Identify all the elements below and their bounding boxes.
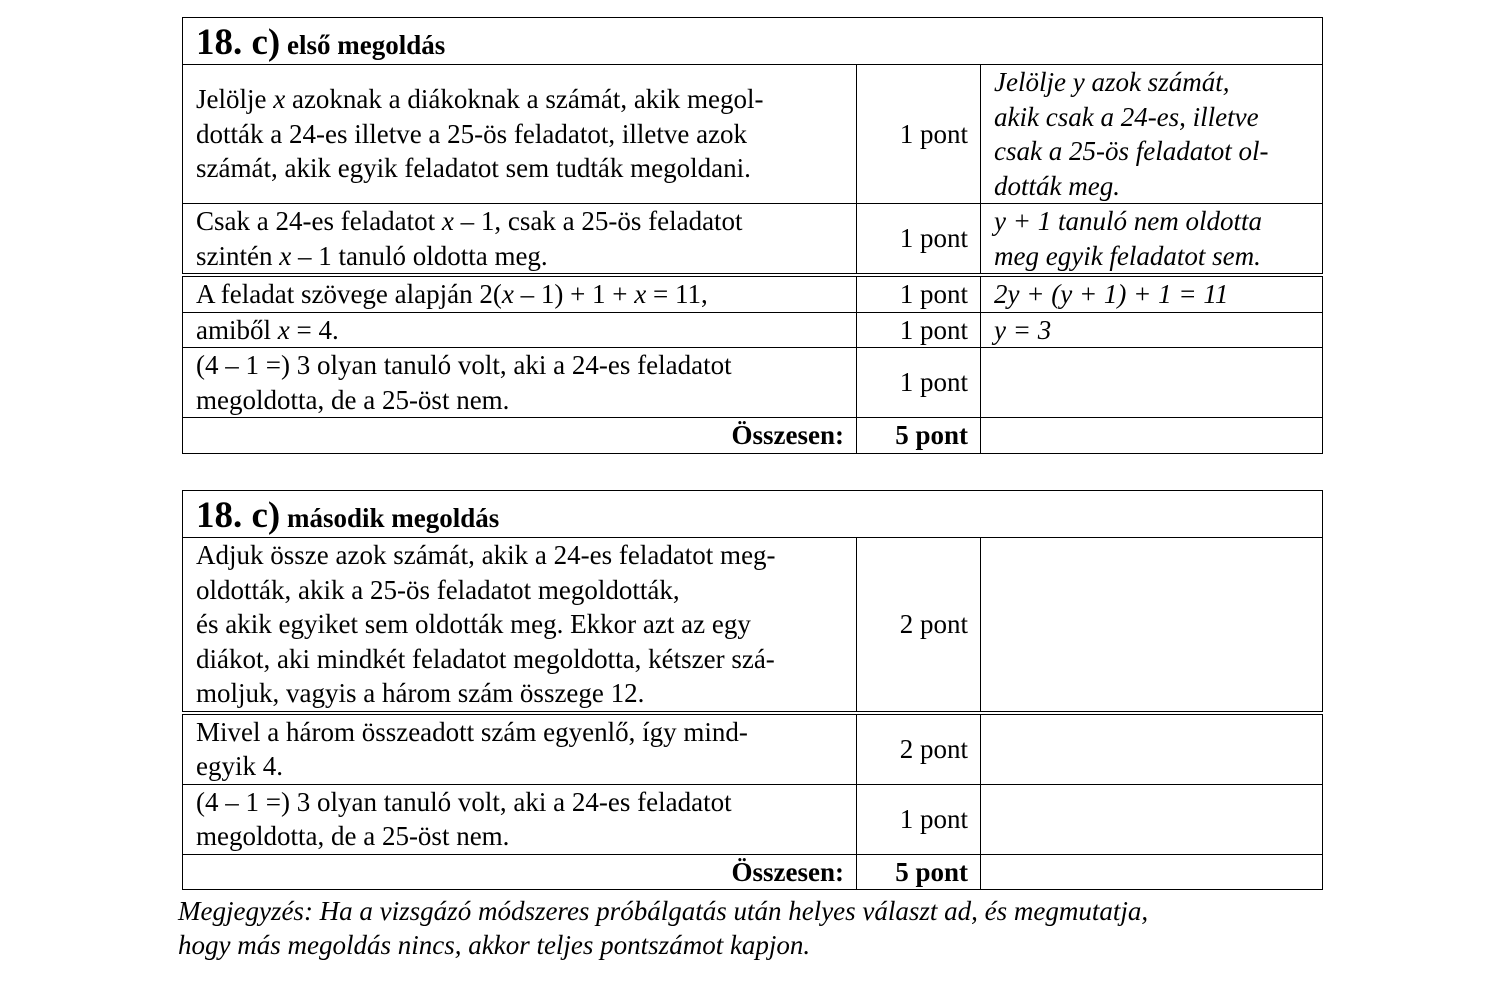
second-row-1-text: Adjuk össze azok számát, akik a 24-es feladatot meg- oldották, akik a 25-ös feladatot megoldották, és akik egyiket sem oldották meg. Ekkor azt az egy diákot, aki mindkét feladatot megoldotta, kétszer szá- moljuk, vagyis a három szám összege 12. <box>183 538 857 713</box>
first-total-label: Összesen: <box>183 418 857 454</box>
first-row-5-note <box>981 348 1323 418</box>
second-title-label: második megoldás <box>287 503 500 533</box>
second-row-2-points: 2 pont <box>857 713 981 785</box>
first-row-5 <box>183 348 1323 418</box>
second-total-row <box>183 854 1323 890</box>
first-title-label: első megoldás <box>287 30 446 60</box>
first-row-4-points: 1 pont <box>857 312 981 348</box>
first-row-1 <box>183 65 1323 204</box>
first-total-row <box>183 418 1323 454</box>
first-row-1-note: Jelölje y azok számát, akik csak a 24-es, illetve csak a 25-ös feladatot ol- dották meg. <box>981 65 1323 204</box>
second-title-cell <box>183 491 1323 538</box>
second-title-number: 18. c) <box>196 495 281 536</box>
second-total-label: Összesen: <box>183 854 857 890</box>
second-row-3-note <box>981 784 1323 854</box>
first-row-2 <box>183 204 1323 276</box>
first-row-2-text: Csak a 24-es feladatot x – 1, csak a 25-ös feladatot szintén x – 1 tanuló oldotta meg. <box>183 204 857 276</box>
first-row-3-points: 1 pont <box>857 275 981 312</box>
footnote-line-2: hogy más megoldás nincs, akkor teljes pontszámot kapjon. <box>178 930 811 960</box>
first-row-3 <box>183 275 1323 312</box>
second-row-2 <box>183 713 1323 785</box>
second-row-2-text: Mivel a három összeadott szám egyenlő, így mind- egyik 4. <box>183 713 857 785</box>
second-row-3-points: 1 pont <box>857 784 981 854</box>
first-row-2-note: y + 1 tanuló nem oldotta meg egyik feladatot sem. <box>981 204 1323 276</box>
second-row-3-text: (4 – 1 =) 3 olyan tanuló volt, aki a 24-es feladatot megoldotta, de a 25-öst nem. <box>183 784 857 854</box>
second-row-1-note <box>981 538 1323 713</box>
first-title-number: 18. c) <box>196 22 281 63</box>
first-row-3-text: A feladat szövege alapján 2(x – 1) + 1 + x = 11, <box>183 275 857 312</box>
footnote <box>178 894 1358 962</box>
first-row-5-text: (4 – 1 =) 3 olyan tanuló volt, aki a 24-es feladatot megoldotta, de a 25-öst nem. <box>183 348 857 418</box>
second-row-1 <box>183 538 1323 713</box>
first-row-4-text: amiből x = 4. <box>183 312 857 348</box>
first-title-row <box>183 18 1323 65</box>
first-row-2-points: 1 pont <box>857 204 981 276</box>
first-row-5-points: 1 pont <box>857 348 981 418</box>
second-row-3 <box>183 784 1323 854</box>
second-solution-table <box>182 490 1323 890</box>
second-row-1-points: 2 pont <box>857 538 981 713</box>
first-total-points: 5 pont <box>857 418 981 454</box>
second-total-points: 5 pont <box>857 854 981 890</box>
second-total-empty <box>981 854 1323 890</box>
first-solution-table <box>182 17 1323 454</box>
first-row-4-note: y = 3 <box>981 312 1323 348</box>
first-title-cell <box>183 18 1323 65</box>
first-row-1-text: Jelölje x azoknak a diákoknak a számát, akik megol- dották a 24-es illetve a 25-ös feladatot, illetve azok számát, akik egyik feladatot sem tudták megoldani. <box>183 65 857 204</box>
second-title-row <box>183 491 1323 538</box>
footnote-line-1: Megjegyzés: Ha a vizsgázó módszeres próbálgatás után helyes választ ad, és megmutatja, <box>178 896 1149 926</box>
second-row-2-note <box>981 713 1323 785</box>
first-row-4 <box>183 312 1323 348</box>
first-row-3-note: 2y + (y + 1) + 1 = 11 <box>981 275 1323 312</box>
first-row-1-points: 1 pont <box>857 65 981 204</box>
first-total-empty <box>981 418 1323 454</box>
